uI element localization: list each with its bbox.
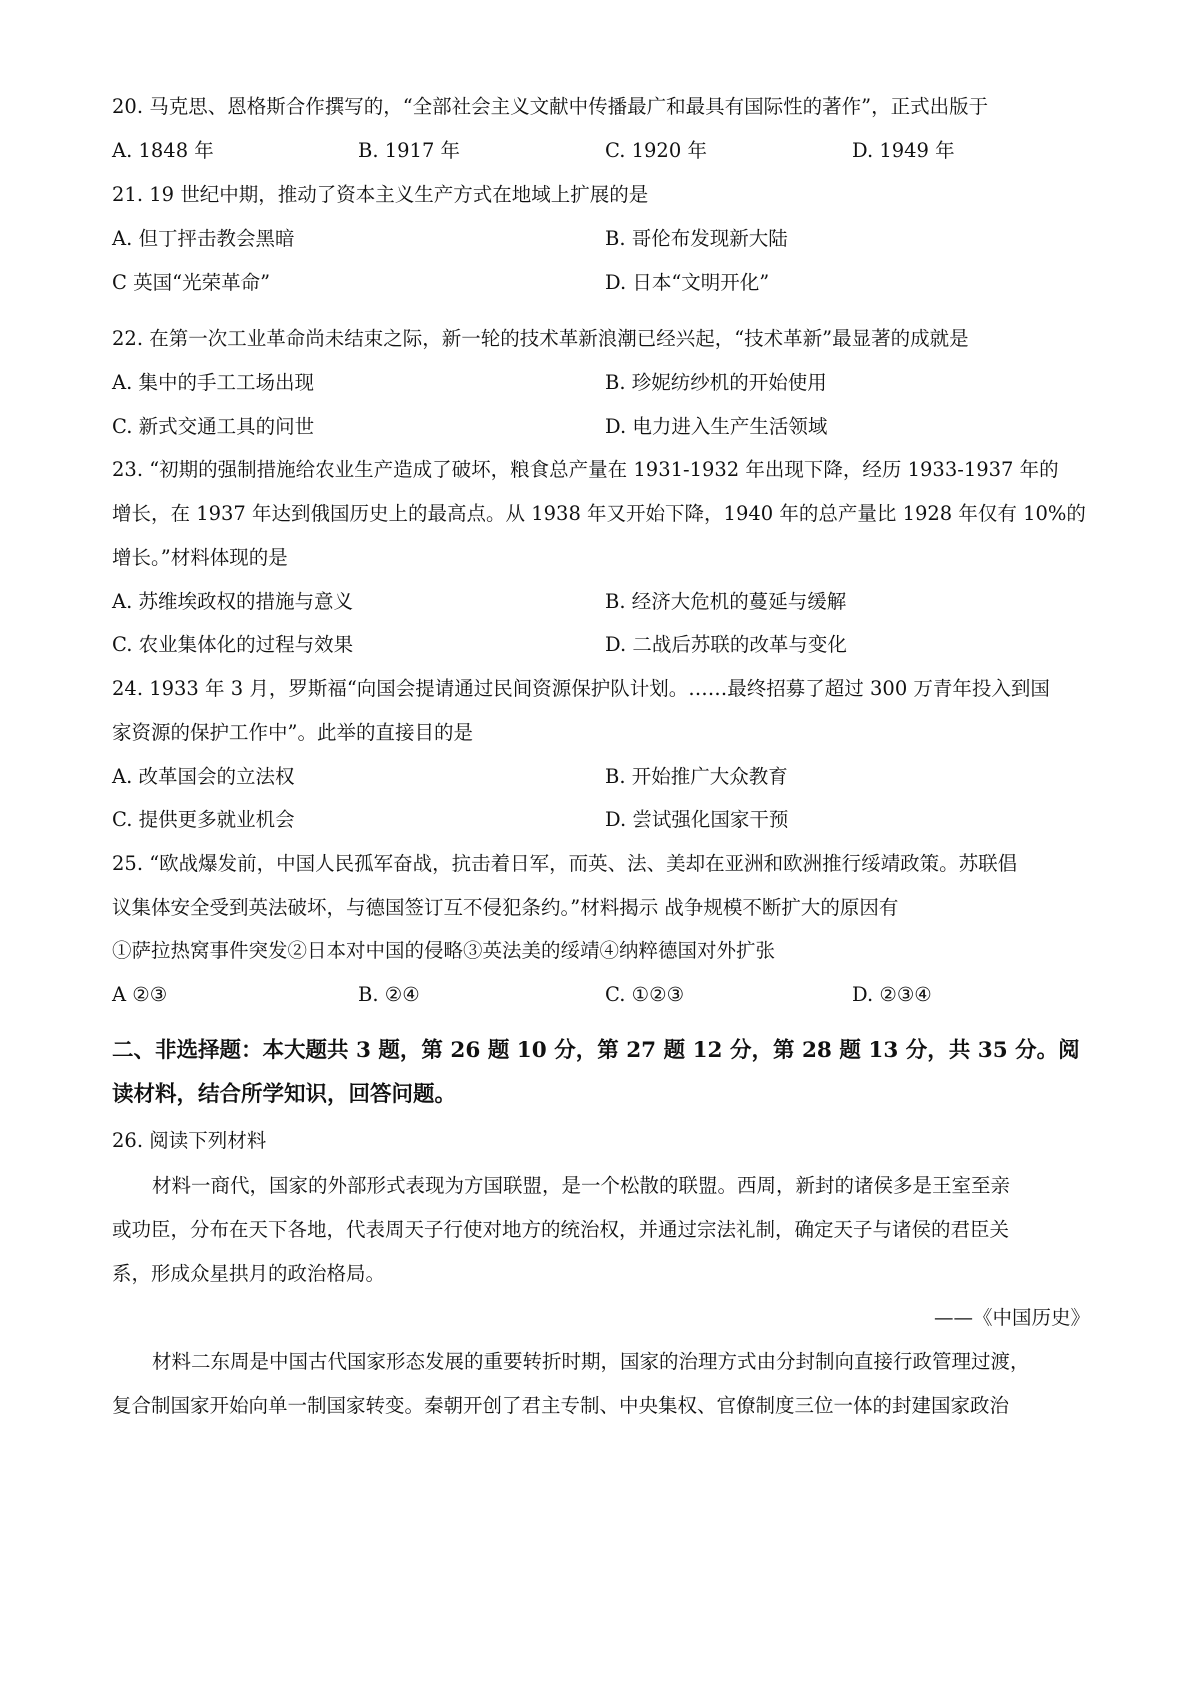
q24-stem-line: 24. 1933 年 3 月，罗斯福“向国会提请通过民间资源保护队计划。……最终招募了超过 300 万青年投入到国 [112, 677, 1050, 700]
q21-option-a: A. 但丁抨击教会黑暗 [112, 227, 295, 250]
q25-option-b: B. ②④ [358, 983, 420, 1006]
q26-material1-line: 或功臣，分布在天下各地，代表周天子行使对地方的统治权，并通过宗法礼制，确定天子与诸侯的君臣关 [112, 1218, 1010, 1241]
q23-stem-line: 增长。”材料体现的是 [112, 546, 288, 569]
section-heading: 二、非选择题：本大题共 3 题，第 26 题 10 分，第 27 题 12 分，第 28 题 13 分，共 35 分。阅 [112, 1038, 1080, 1063]
q22-option-a: A. 集中的手工工场出现 [112, 371, 314, 394]
q20-option-b: B. 1917 年 [358, 139, 461, 162]
q23-stem-line: 增长，在 1937 年达到俄国历史上的最高点。从 1938 年又开始下降，1940 年的总产量比 1928 年仅有 10%的 [112, 502, 1086, 525]
q23-option-b: B. 经济大危机的蔓延与缓解 [605, 590, 847, 613]
q21-option-d: D. 日本“文明开化” [605, 271, 770, 294]
q26-material2-line: 材料二东周是中国古代国家形态发展的重要转折时期，国家的治理方式由分封制向直接行政管理过渡， [152, 1350, 1030, 1373]
q26-stem: 26. 阅读下列材料 [112, 1129, 267, 1152]
q22-stem: 22. 在第一次工业革命尚未结束之际，新一轮的技术革新浪潮已经兴起，“技术革新”最显著的成就是 [112, 327, 969, 350]
q21-option-b: B. 哥伦布发现新大陆 [605, 227, 788, 250]
q21-option-c: C 英国“光荣革命” [112, 271, 271, 294]
q24-option-c: C. 提供更多就业机会 [112, 808, 295, 831]
q24-stem-line: 家资源的保护工作中”。此举的直接目的是 [112, 721, 473, 744]
q24-option-b: B. 开始推广大众教育 [605, 765, 788, 788]
q20-option-d: D. 1949 年 [852, 139, 955, 162]
q22-option-c: C. 新式交通工具的问世 [112, 415, 315, 438]
q26-material2-line: 复合制国家开始向单一制国家转变。秦朝开创了君主专制、中央集权、官僚制度三位一体的封建国家政治 [112, 1394, 1010, 1417]
q25-stem-line: ①萨拉热窝事件突发②日本对中国的侵略③英法美的绥靖④纳粹德国对外扩张 [112, 939, 776, 962]
q25-option-d: D. ②③④ [852, 983, 932, 1006]
q25-option-c: C. ①②③ [605, 983, 685, 1006]
q26-material1-line: 系，形成众星拱月的政治格局。 [112, 1262, 386, 1285]
q26-source: ——《中国历史》 [933, 1306, 1090, 1329]
q23-stem-line: 23. “初期的强制措施给农业生产造成了破坏，粮食总产量在 1931-1932 年出现下降，经历 1933-1937 年的 [112, 458, 1059, 481]
q20-stem: 20. 马克思、恩格斯合作撰写的，“全部社会主义文献中传播最广和最具有国际性的著作”，正式出版于 [112, 95, 989, 118]
section-heading: 读材料，结合所学知识，回答问题。 [112, 1082, 457, 1107]
q25-stem-line: 议集体安全受到英法破坏，与德国签订互不侵犯条约。”材料揭示 战争规模不断扩大的原因有 [112, 896, 899, 919]
q21-stem: 21. 19 世纪中期，推动了资本主义生产方式在地域上扩展的是 [112, 183, 649, 206]
q23-option-a: A. 苏维埃政权的措施与意义 [112, 590, 353, 613]
q25-option-a: A ②③ [112, 983, 168, 1006]
q24-option-d: D. 尝试强化国家干预 [605, 808, 789, 831]
q24-option-a: A. 改革国会的立法权 [112, 765, 295, 788]
q22-option-b: B. 珍妮纺纱机的开始使用 [605, 371, 827, 394]
q23-option-c: C. 农业集体化的过程与效果 [112, 633, 354, 656]
q20-option-c: C. 1920 年 [605, 139, 707, 162]
q25-stem-line: 25. “欧战爆发前，中国人民孤军奋战，抗击着日军，而英、法、美却在亚洲和欧洲推行绥靖政策。苏联倡 [112, 852, 1018, 875]
q26-material1-line: 材料一商代，国家的外部形式表现为方国联盟，是一个松散的联盟。西周，新封的诸侯多是王室至亲 [152, 1174, 1011, 1197]
q22-option-d: D. 电力进入生产生活领域 [605, 415, 828, 438]
q23-option-d: D. 二战后苏联的改革与变化 [605, 633, 847, 656]
q20-option-a: A. 1848 年 [112, 139, 214, 162]
